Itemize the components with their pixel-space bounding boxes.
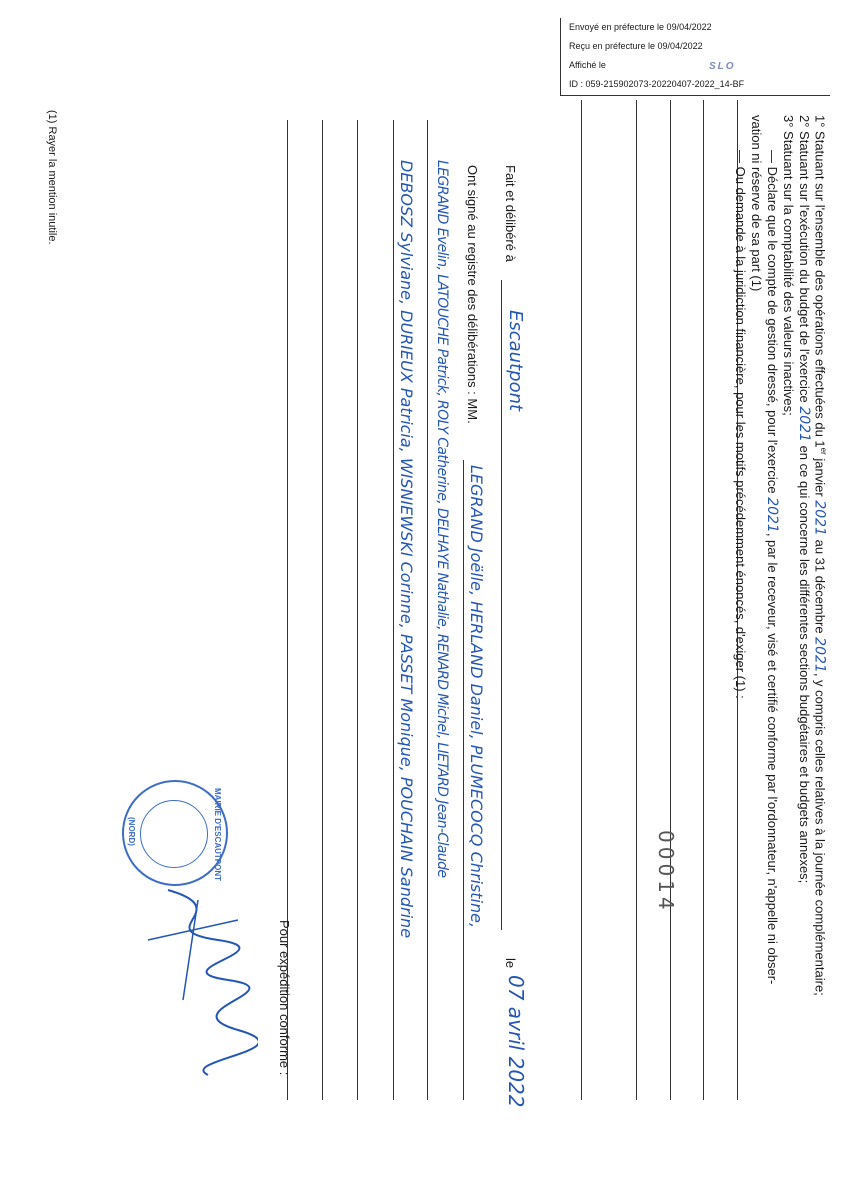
received-date: Reçu en préfecture le 09/04/2022 (569, 41, 703, 51)
signatories-line-3: DEBOSZ Sylviane, DURIEUX Patricia, WISNIEWSKI Corinne, PASSET Monique, POUCHAIN Sandrine (397, 160, 416, 939)
mayor-signature (138, 880, 258, 1080)
names-line (463, 460, 464, 1100)
rule (636, 100, 637, 1100)
signatories-line-2: LEGRAND Evelin, LATOUCHE Patrick, ROLY Catherine, DELHAYE Nathalie, RENARD Michel, LIETARD Jean-Claude (434, 160, 450, 878)
paragraph-2: 2° Statuant sur l'exécution du budget de l'exercice 2021 en ce qui concerne les différentes sections budgétaires et budgets annexes; (796, 115, 812, 884)
handwritten-year-4: 2021 (764, 497, 780, 533)
handwritten-year-2: 2021 (811, 637, 828, 673)
blank-line (357, 120, 358, 1100)
names-line (427, 120, 428, 1100)
handwritten-year-1: 2021 (811, 500, 828, 536)
slo-logo: SLO (709, 61, 736, 72)
names-line (393, 120, 394, 1100)
fait-label: Fait et délibéré à (503, 165, 518, 262)
document-id: ID : 059-215902073-20220407-2022_14-BF (569, 79, 745, 89)
rule (581, 100, 582, 1100)
certified-copy-label: Pour expédition conforme : (277, 920, 292, 1076)
rule (703, 100, 704, 1100)
deliberation-date: 07 avril 2022 (504, 975, 528, 1108)
paragraph-3: 3° Statuant sur la comptabilité des valeurs inactives; (781, 115, 796, 416)
rule (670, 100, 671, 1100)
paragraph-5: — Ou demande à la juridiction financière, pour les motifs précédemment énoncés, d'exiger (1) : (733, 150, 748, 699)
town-hall-seal (122, 780, 228, 886)
page-number: 00014 (654, 830, 678, 914)
seal-top-text: MAIRIE D'ESCAUTPONT (213, 788, 222, 882)
signed-label: Ont signé au registre des délibérations : MM. (465, 165, 480, 424)
signatories-line-1: LEGRAND Joëlle, HERLAND Daniel, PLUMECOCQ Christine, (467, 465, 486, 929)
handwritten-year-3: 2021 (796, 406, 812, 442)
date-label: le (503, 958, 518, 969)
posted-label: Affiché le (569, 60, 606, 70)
blank-line (322, 120, 323, 1100)
place-line (501, 280, 502, 930)
sent-date: Envoyé en préfecture le 09/04/2022 (569, 22, 712, 32)
footnote: (1) Rayer la mention inutile. (46, 110, 58, 245)
paragraph-4-cont: vation ni réserve de sa part (1) (749, 115, 764, 292)
place-name: Escautpont (505, 310, 526, 412)
seal-bottom-text: (NORD) (127, 817, 136, 846)
paragraph-1: 1° Statuant sur l'ensemble des opérations effectuées du 1er janvier 2021 au 31 décembre 2021, y compris celles relatives à la journée complémentaire; (811, 115, 828, 996)
paragraph-4: — Déclare que le compte de gestion dressé, pour l'exercice 2021, par le receveur, visé et certifié conforme par l'ordonnateur, n'appelle ni obser- (764, 150, 780, 985)
